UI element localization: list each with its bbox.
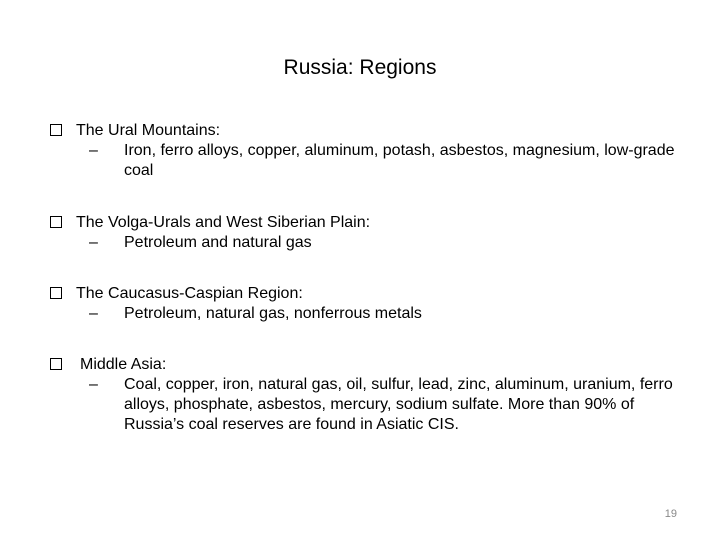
bullet-volga-urals	[50, 213, 690, 253]
dash-marker: –	[89, 142, 98, 159]
sub-bullet-text: Petroleum and natural gas	[124, 234, 312, 251]
bullet-caucasus-caspian	[50, 284, 690, 324]
sub-bullet	[65, 141, 690, 181]
sub-bullet-text: Coal, copper, iron, natural gas, oil, sulfur, lead, zinc, aluminum, uranium, ferro alloys, phosphate, asbestos, mercury, sodium sulfate. More than 90% of Russia’s coal reserves are found in Asiatic CIS.	[124, 376, 673, 433]
hollow-square-icon	[50, 287, 62, 299]
bullet-label: The Volga-Urals and West Siberian Plain:	[76, 214, 371, 231]
sub-bullet-text: Petroleum, natural gas, nonferrous metals	[124, 305, 422, 322]
bullet-head	[50, 355, 690, 375]
slide-title: Russia: Regions	[283, 56, 437, 79]
bullet-middle-asia	[50, 355, 690, 435]
bullet-head	[50, 121, 690, 141]
bullet-label: The Caucasus-Caspian Region:	[76, 285, 303, 302]
sub-bullet	[65, 304, 690, 324]
sub-bullet-text: Iron, ferro alloys, copper, aluminum, potash, asbestos, magnesium, low-grade coal	[124, 142, 675, 179]
bullet-head	[50, 213, 690, 233]
page-number: 19	[664, 508, 677, 520]
dash-marker: –	[89, 305, 98, 322]
hollow-square-icon	[50, 216, 62, 228]
bullet-label: Middle Asia:	[80, 356, 167, 373]
hollow-square-icon	[50, 124, 62, 136]
sub-bullet	[65, 233, 690, 253]
bullet-ural-mountains	[50, 121, 690, 181]
dash-marker: –	[89, 234, 98, 251]
hollow-square-icon	[50, 358, 62, 370]
dash-marker: –	[89, 376, 98, 393]
bullet-label: The Ural Mountains:	[76, 122, 221, 139]
sub-bullet	[65, 375, 684, 435]
bullet-head	[50, 284, 690, 304]
